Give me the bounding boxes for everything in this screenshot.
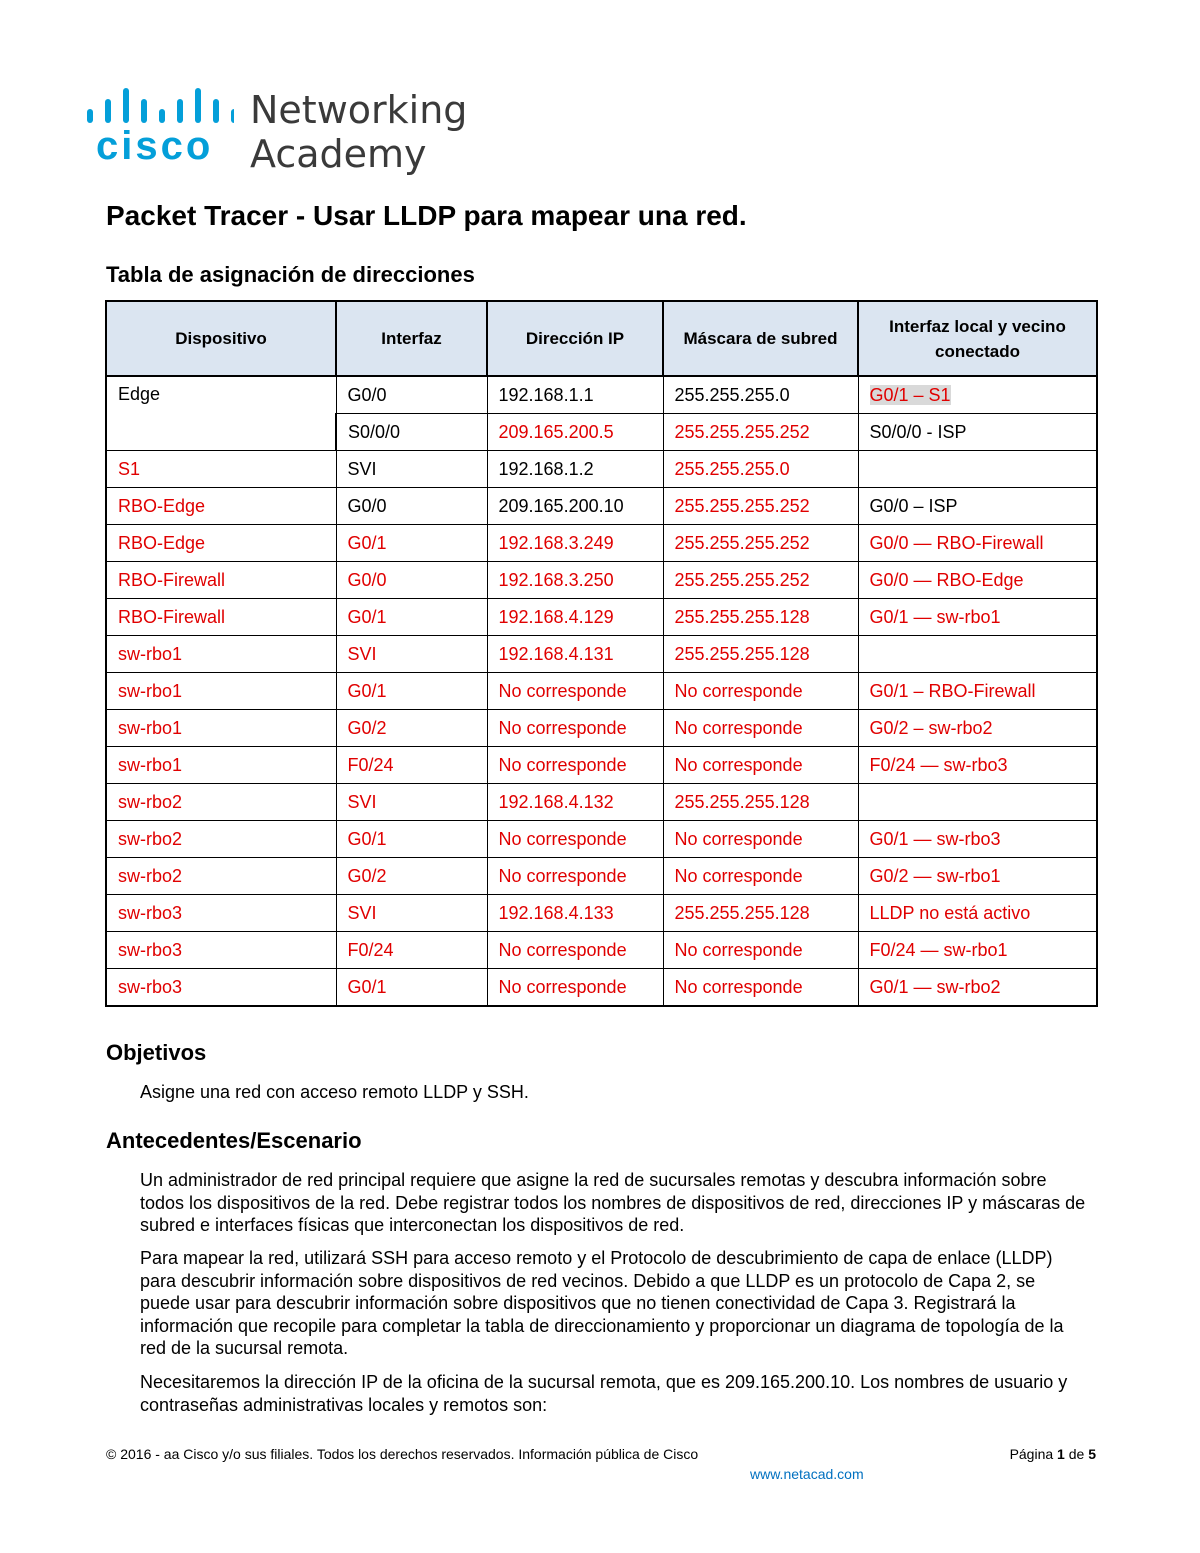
cell-interface: G0/1 bbox=[336, 821, 487, 858]
cell-mask: 255.255.255.252 bbox=[663, 562, 858, 599]
cell-device: sw-rbo2 bbox=[106, 784, 336, 821]
cell-neighbor bbox=[858, 451, 1097, 488]
table-row bbox=[106, 451, 1097, 488]
cell-ip: 192.168.4.132 bbox=[487, 784, 663, 821]
background-paragraph-1: Un administrador de red principal requiere que asigne la red de sucursales remotas y descubra información sobre todos los dispositivos de la red. Debe registrar todos los nombres de dispositivos de red, direcciones IP y máscaras de subred e interfaces físicas que interconectan los dispositivos de red. bbox=[140, 1170, 1086, 1236]
table-row bbox=[106, 858, 1097, 895]
cell-neighbor: G0/1 – RBO-Firewall bbox=[858, 673, 1097, 710]
cell-neighbor: G0/1 — sw-rbo1 bbox=[858, 599, 1097, 636]
cell-mask: No corresponde bbox=[663, 821, 858, 858]
objectives-text: Asigne una red con acceso remoto LLDP y SSH. bbox=[140, 1082, 529, 1102]
col-header-ip: Dirección IP bbox=[487, 301, 663, 376]
cell-mask: 255.255.255.0 bbox=[663, 451, 858, 488]
cisco-bars-icon bbox=[84, 88, 234, 124]
table-row bbox=[106, 636, 1097, 673]
table-row bbox=[106, 376, 1097, 414]
table-row bbox=[106, 599, 1097, 636]
cell-neighbor: G0/2 – sw-rbo2 bbox=[858, 710, 1097, 747]
cell-mask: No corresponde bbox=[663, 969, 858, 1007]
cell-ip: 209.165.200.5 bbox=[487, 414, 663, 451]
cell-mask: 255.255.255.128 bbox=[663, 895, 858, 932]
cell-neighbor: G0/1 — sw-rbo2 bbox=[858, 969, 1097, 1007]
cell-neighbor: G0/2 — sw-rbo1 bbox=[858, 858, 1097, 895]
cell-mask: No corresponde bbox=[663, 673, 858, 710]
copyright-notice: © 2016 - aa Cisco y/o sus filiales. Todos los derechos reservados. Información pública de Cisco bbox=[106, 1446, 699, 1462]
table-row bbox=[106, 673, 1097, 710]
addressing-table-heading: Tabla de asignación de direcciones bbox=[106, 262, 475, 287]
networking-academy-logo bbox=[84, 88, 484, 183]
page-current: 1 bbox=[1057, 1446, 1065, 1462]
cell-ip: 192.168.4.129 bbox=[487, 599, 663, 636]
background-heading: Antecedentes/Escenario bbox=[106, 1128, 362, 1153]
cell-ip: 192.168.3.250 bbox=[487, 562, 663, 599]
cell-device: sw-rbo3 bbox=[106, 895, 336, 932]
table-row bbox=[106, 525, 1097, 562]
cell-mask: No corresponde bbox=[663, 932, 858, 969]
cell-device: sw-rbo3 bbox=[106, 969, 336, 1007]
of-word: de bbox=[1068, 1446, 1085, 1462]
cell-device: RBO-Firewall bbox=[106, 599, 336, 636]
cell-device: sw-rbo1 bbox=[106, 710, 336, 747]
cell-neighbor: F0/24 — sw-rbo1 bbox=[858, 932, 1097, 969]
cell-interface: G0/2 bbox=[336, 858, 487, 895]
page-number bbox=[1010, 1446, 1096, 1462]
cell-ip: No corresponde bbox=[487, 969, 663, 1007]
cell-interface: G0/2 bbox=[336, 710, 487, 747]
cell-device: RBO-Edge bbox=[106, 488, 336, 525]
logo-line-academy: Academy bbox=[250, 132, 427, 176]
cell-interface: G0/1 bbox=[336, 969, 487, 1007]
cell-device: sw-rbo1 bbox=[106, 636, 336, 673]
cell-neighbor bbox=[858, 784, 1097, 821]
cell-interface: SVI bbox=[336, 636, 487, 673]
cell-ip: No corresponde bbox=[487, 747, 663, 784]
col-header-neighbor: Interfaz local y vecino conectado bbox=[858, 301, 1097, 376]
cell-neighbor: F0/24 — sw-rbo3 bbox=[858, 747, 1097, 784]
cell-device: Edge bbox=[106, 376, 336, 451]
cell-ip: No corresponde bbox=[487, 932, 663, 969]
cell-ip: 192.168.3.249 bbox=[487, 525, 663, 562]
cell-neighbor: G0/0 — RBO-Firewall bbox=[858, 525, 1097, 562]
table-row bbox=[106, 969, 1097, 1007]
table-row bbox=[106, 932, 1097, 969]
col-header-device: Dispositivo bbox=[106, 301, 336, 376]
cell-neighbor bbox=[858, 636, 1097, 673]
page-total: 5 bbox=[1088, 1446, 1096, 1462]
cell-mask: 255.255.255.252 bbox=[663, 525, 858, 562]
table-row bbox=[106, 895, 1097, 932]
col-header-mask: Máscara de subred bbox=[663, 301, 858, 376]
cell-interface: SVI bbox=[336, 784, 487, 821]
logo-line-networking: Networking bbox=[250, 88, 468, 132]
table-row bbox=[106, 747, 1097, 784]
cell-ip: 192.168.4.131 bbox=[487, 636, 663, 673]
table-row bbox=[106, 710, 1097, 747]
cell-mask: 255.255.255.128 bbox=[663, 636, 858, 673]
netacad-link[interactable]: www.netacad.com bbox=[750, 1466, 864, 1482]
cell-interface: F0/24 bbox=[336, 932, 487, 969]
cell-device: sw-rbo1 bbox=[106, 673, 336, 710]
table-row bbox=[106, 562, 1097, 599]
cell-interface: G0/0 bbox=[336, 376, 487, 414]
cell-ip: No corresponde bbox=[487, 673, 663, 710]
background-paragraph-2: Para mapear la red, utilizará SSH para acceso remoto y el Protocolo de descubrimiento de capa de enlace (LLDP) para descubrir información sobre dispositivos de red vecinos. Debido a que LLDP es un protocolo de Capa 2, se puede usar para descubrir información sobre dispositivos que no tienen conectividad de Capa 3. Registrará la información que recopile para completar la tabla de direccionamiento y proporcionar un diagrama de topología de la red de la sucursal remota. bbox=[140, 1248, 1064, 1359]
cell-neighbor: G0/1 — sw-rbo3 bbox=[858, 821, 1097, 858]
cell-device: sw-rbo1 bbox=[106, 747, 336, 784]
table-header-row bbox=[106, 301, 1097, 376]
cell-neighbor: G0/0 — RBO-Edge bbox=[858, 562, 1097, 599]
table-row bbox=[106, 784, 1097, 821]
cell-device: sw-rbo3 bbox=[106, 932, 336, 969]
background-paragraph-3: Necesitaremos la dirección IP de la oficina de la sucursal remota, que es 209.165.200.10. Los nombres de usuario y contraseñas administrativas locales y remotos son: bbox=[140, 1372, 1068, 1415]
cell-neighbor bbox=[858, 376, 1097, 414]
cell-interface: G0/0 bbox=[336, 562, 487, 599]
cell-interface: G0/0 bbox=[336, 488, 487, 525]
cell-neighbor: S0/0/0 - ISP bbox=[858, 414, 1097, 451]
cell-neighbor: LLDP no está activo bbox=[858, 895, 1097, 932]
document-title: Packet Tracer - Usar LLDP para mapear una red. bbox=[106, 200, 747, 231]
cell-ip: 192.168.1.2 bbox=[487, 451, 663, 488]
cell-interface: S0/0/0 bbox=[336, 414, 487, 451]
cell-device: RBO-Firewall bbox=[106, 562, 336, 599]
cell-interface: G0/1 bbox=[336, 673, 487, 710]
cell-ip: No corresponde bbox=[487, 710, 663, 747]
cell-mask: 255.255.255.128 bbox=[663, 784, 858, 821]
cell-mask: No corresponde bbox=[663, 710, 858, 747]
cell-device: sw-rbo2 bbox=[106, 858, 336, 895]
cell-ip: No corresponde bbox=[487, 858, 663, 895]
cell-mask: No corresponde bbox=[663, 747, 858, 784]
cell-neighbor: G0/0 – ISP bbox=[858, 488, 1097, 525]
cell-device: sw-rbo2 bbox=[106, 821, 336, 858]
cell-mask: 255.255.255.0 bbox=[663, 376, 858, 414]
cell-device: S1 bbox=[106, 451, 336, 488]
cell-interface: SVI bbox=[336, 451, 487, 488]
col-header-interface: Interfaz bbox=[336, 301, 487, 376]
table-row bbox=[106, 488, 1097, 525]
cell-ip: 192.168.1.1 bbox=[487, 376, 663, 414]
cell-mask: No corresponde bbox=[663, 858, 858, 895]
page-word: Página bbox=[1009, 1446, 1054, 1462]
cell-ip: No corresponde bbox=[487, 821, 663, 858]
cell-mask: 255.255.255.252 bbox=[663, 414, 858, 451]
cell-interface: SVI bbox=[336, 895, 487, 932]
highlighted-answer: G0/1 – S1 bbox=[869, 384, 951, 405]
cell-device: RBO-Edge bbox=[106, 525, 336, 562]
cell-interface: G0/1 bbox=[336, 599, 487, 636]
cisco-wordmark: cisco bbox=[96, 124, 214, 168]
cell-ip: 192.168.4.133 bbox=[487, 895, 663, 932]
objectives-heading: Objetivos bbox=[106, 1040, 207, 1065]
cell-mask: 255.255.255.128 bbox=[663, 599, 858, 636]
addressing-table bbox=[105, 300, 1098, 1007]
cell-mask: 255.255.255.252 bbox=[663, 488, 858, 525]
cell-ip: 209.165.200.10 bbox=[487, 488, 663, 525]
table-row bbox=[106, 821, 1097, 858]
cell-interface: F0/24 bbox=[336, 747, 487, 784]
cell-interface: G0/1 bbox=[336, 525, 487, 562]
